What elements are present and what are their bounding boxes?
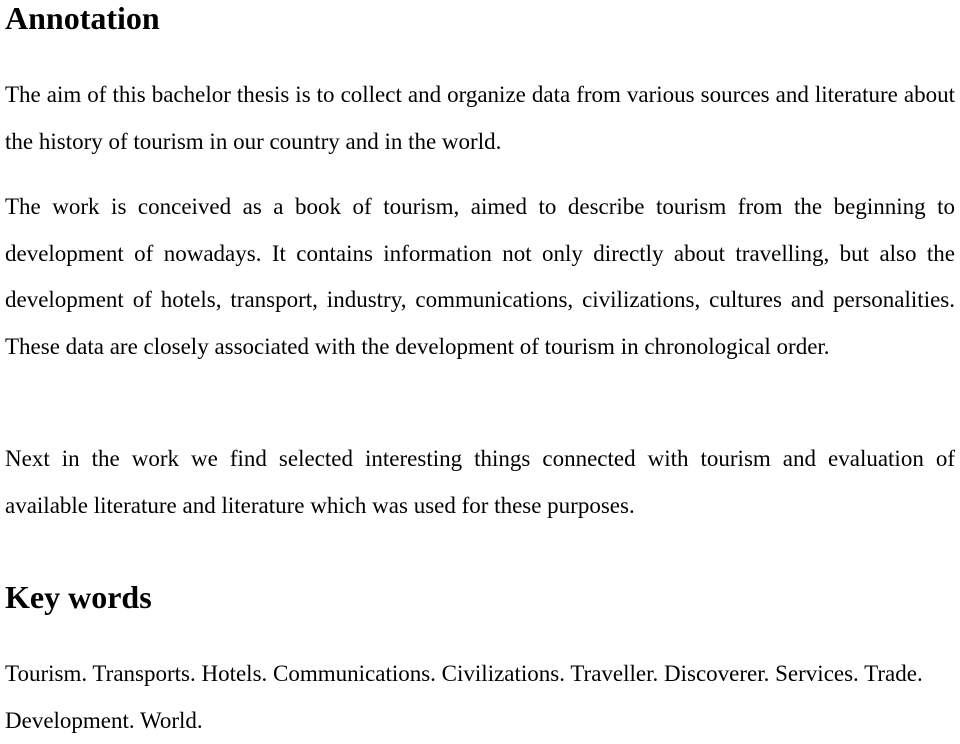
annotation-paragraph-3: Next in the work we find selected interesting things connected with tourism and evaluation of available literature and literature which was used for these purposes. <box>5 446 955 518</box>
keywords-list: Tourism. Transports. Hotels. Communications. Civilizations. Traveller. Discoverer. Services. Trade. Development. World. <box>5 661 923 733</box>
annotation-paragraph-2: The work is conceived as a book of tourism, aimed to describe tourism from the beginning to development of nowadays. It contains information not only directly about travelling, but also the development of hotels, transport, industry, communications, civilizations, cultures and personalities. These data are closely associated with the development of tourism in chronological order. <box>5 194 955 359</box>
annotation-paragraph-1: The aim of this bachelor thesis is to collect and organize data from various sources and literature about the history of tourism in our country and in the world. <box>5 82 955 154</box>
keywords-heading: Key words <box>5 579 152 615</box>
annotation-heading: Annotation <box>5 0 160 36</box>
